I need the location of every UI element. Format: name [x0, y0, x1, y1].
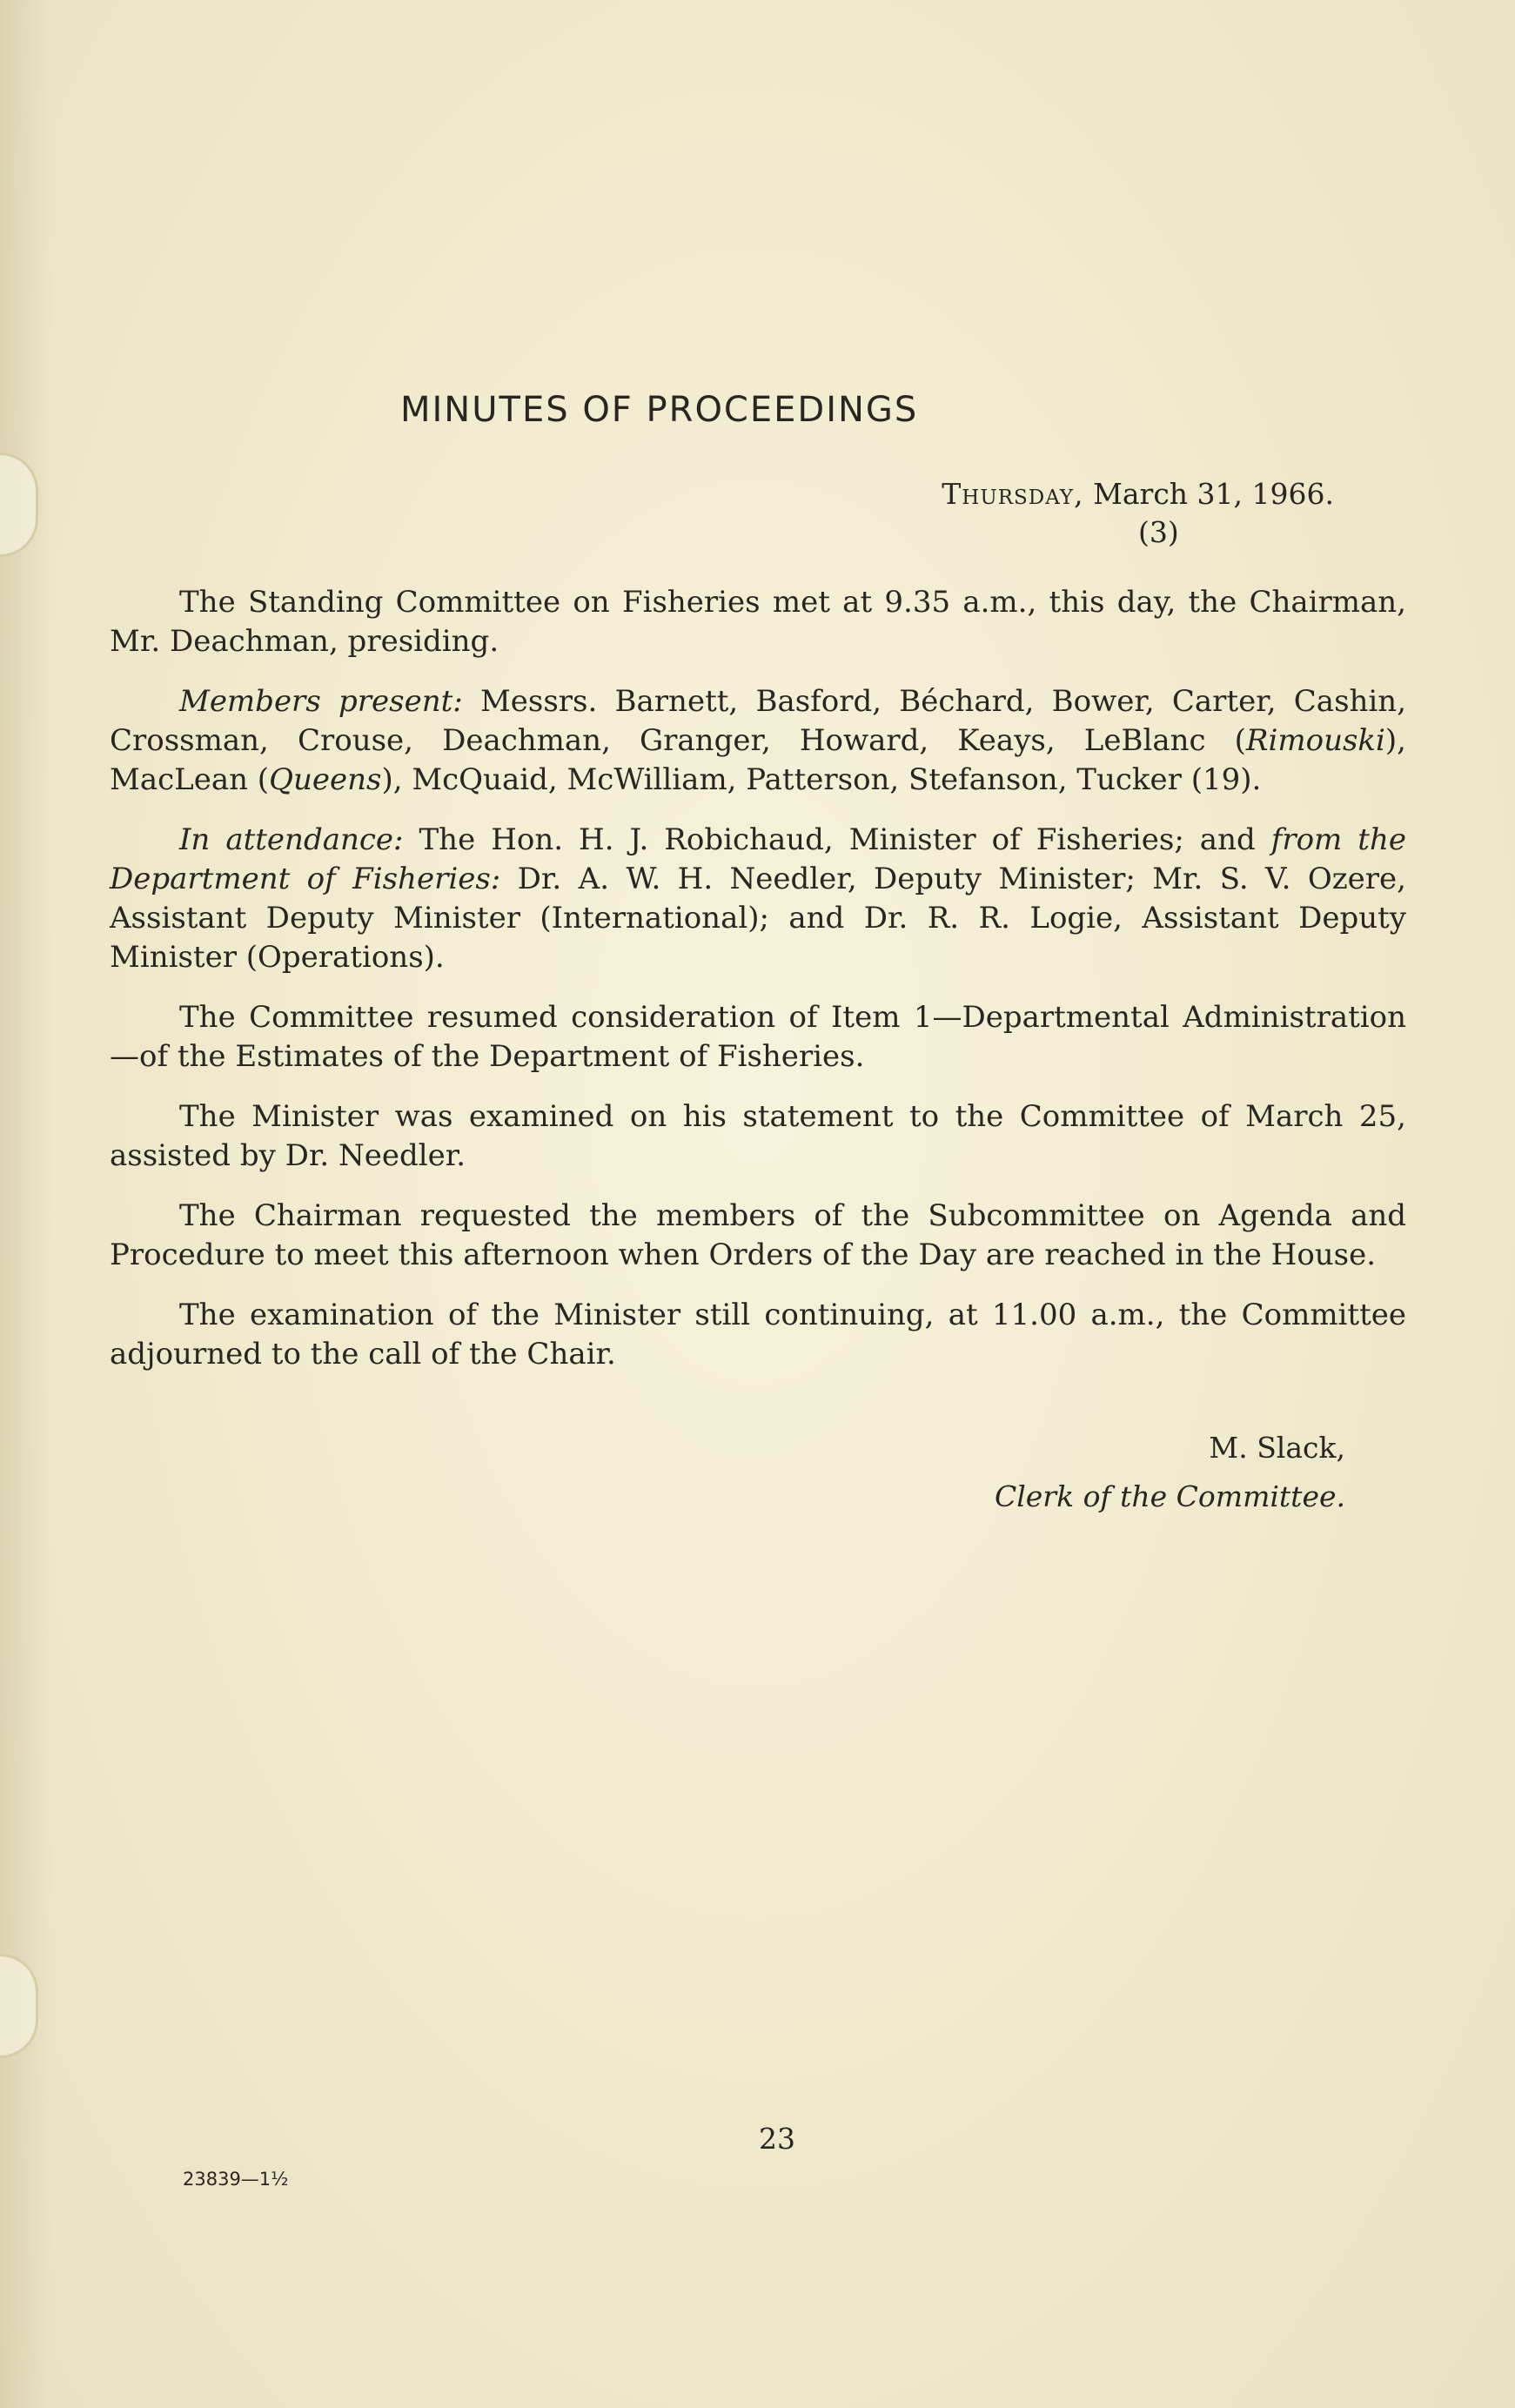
- meeting-date-rest: March 31, 1966.: [1083, 477, 1334, 511]
- in-attendance-label: In attendance:: [179, 822, 404, 857]
- signature-name: M. Slack,: [1209, 1431, 1345, 1465]
- paragraph-adjournment: The examination of the Minister still continuing, at 11.00 a.m., the Committee adjourned to the call of the Chair.: [110, 1298, 1406, 1372]
- minutes-body: [110, 583, 1406, 1395]
- meeting-number: (3): [1138, 515, 1179, 549]
- page-number: 23: [759, 2122, 795, 2156]
- members-present-label: Members present:: [179, 684, 463, 719]
- paragraph-minister-examined: The Minister was examined on his statement to the Committee of March 25, assisted by Dr. Needler.: [110, 1099, 1406, 1173]
- riding-queens: Queens: [269, 762, 382, 797]
- department-label: from the Department of Fisheries:: [110, 822, 1406, 896]
- members-list-part-3: ), McQuaid, McWilliam, Patterson, Stefanson, Tucker (19).: [381, 762, 1262, 797]
- paragraph-members-present: [110, 682, 1406, 800]
- meeting-date-day: Thursday,: [942, 477, 1084, 511]
- signature-title: Clerk of the Committee.: [994, 1479, 1345, 1513]
- print-code: 23839—1½: [183, 2169, 289, 2190]
- binding-hole-top: [0, 453, 38, 557]
- paragraph-in-attendance: [110, 821, 1406, 977]
- page-title: MINUTES OF PROCEEDINGS: [400, 390, 919, 430]
- meeting-date: [942, 477, 1334, 511]
- members-list-part-1: Messrs. Barnett, Basford, Béchard, Bower, Carter, Cashin, Crossman, Crouse, Deachman, Granger, Howard, Keays, LeBlanc (: [110, 684, 1406, 758]
- binding-hole-bottom: [0, 1954, 38, 2058]
- paragraph-item-resumed: The Committee resumed consideration of Item 1—Departmental Administration—of the Estimates of the Department of Fisheries.: [110, 1000, 1406, 1074]
- paragraph-meeting-opened: The Standing Committee on Fisheries met at 9.35 a.m., this day, the Chairman, Mr. Deachman, presiding.: [110, 585, 1406, 659]
- attendance-part-2: Dr. A. W. H. Needler, Deputy Minister; Mr. S. V. Ozere, Assistant Deputy Minister (International); and Dr. R. R. Logie, Assistant Deputy Minister (Operations).: [110, 862, 1406, 975]
- riding-rimouski: Rimouski: [1245, 723, 1385, 758]
- paragraph-subcommittee-request: The Chairman requested the members of the Subcommittee on Agenda and Procedure to meet this afternoon when Orders of the Day are reached in the House.: [110, 1198, 1406, 1272]
- attendance-part-1: The Hon. H. J. Robichaud, Minister of Fisheries; and: [403, 822, 1271, 857]
- signature-block: [995, 1424, 1345, 1521]
- members-list-part-2: ), MacLean (: [110, 723, 1406, 797]
